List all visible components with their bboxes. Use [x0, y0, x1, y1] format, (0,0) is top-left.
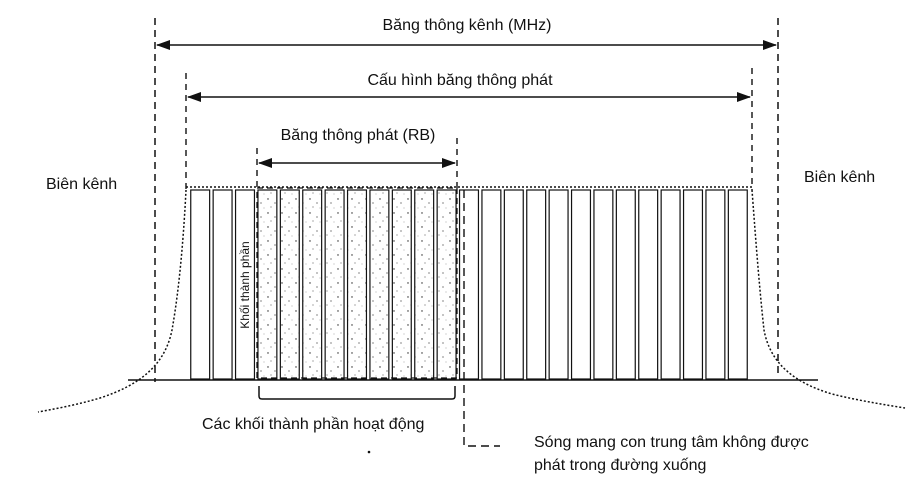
resource-block [504, 190, 523, 379]
resource-block-label: Khối thành phần [238, 241, 252, 329]
resource-block [213, 190, 232, 379]
tx-bandwidth-config-label: Cấu hình băng thông phát [367, 72, 553, 89]
dc-subcarrier-label-1: Sóng mang con trung tâm không được [534, 434, 809, 451]
resource-block-active [348, 190, 367, 379]
resource-block-active [437, 190, 456, 379]
resource-block-active [415, 190, 434, 379]
resource-block [460, 190, 479, 379]
tx-bandwidth-rb-label: Băng thông phát (RB) [280, 127, 436, 144]
spectrum-skirt-right [752, 190, 905, 408]
resource-block [661, 190, 680, 379]
resource-block-active [392, 190, 411, 379]
stray-dot [368, 451, 371, 454]
resource-block [527, 190, 546, 379]
channel-bandwidth-label: Băng thông kênh (MHz) [382, 17, 552, 34]
channel-edge-left-label: Biên kênh [46, 176, 118, 193]
active-rb-brace [259, 386, 455, 399]
resource-block [191, 190, 210, 379]
resource-block-active [370, 190, 389, 379]
dc-subcarrier-label-2: phát trong đường xuống [534, 457, 707, 474]
channel-edge-right-label: Biên kênh [804, 169, 876, 186]
resource-block-active [280, 190, 299, 379]
active-rb-label: Các khối thành phần hoạt động [202, 416, 425, 433]
resource-block [572, 190, 591, 379]
resource-block [549, 190, 568, 379]
resource-block [728, 190, 747, 379]
resource-block [684, 190, 703, 379]
resource-block [639, 190, 658, 379]
resource-block [706, 190, 725, 379]
resource-block [616, 190, 635, 379]
resource-block-active [303, 190, 322, 379]
resource-block-grid [191, 190, 748, 379]
resource-block [482, 190, 501, 379]
resource-block-active [325, 190, 344, 379]
resource-block [594, 190, 613, 379]
resource-block-active [258, 190, 277, 379]
spectrum-skirt-left [38, 190, 186, 412]
